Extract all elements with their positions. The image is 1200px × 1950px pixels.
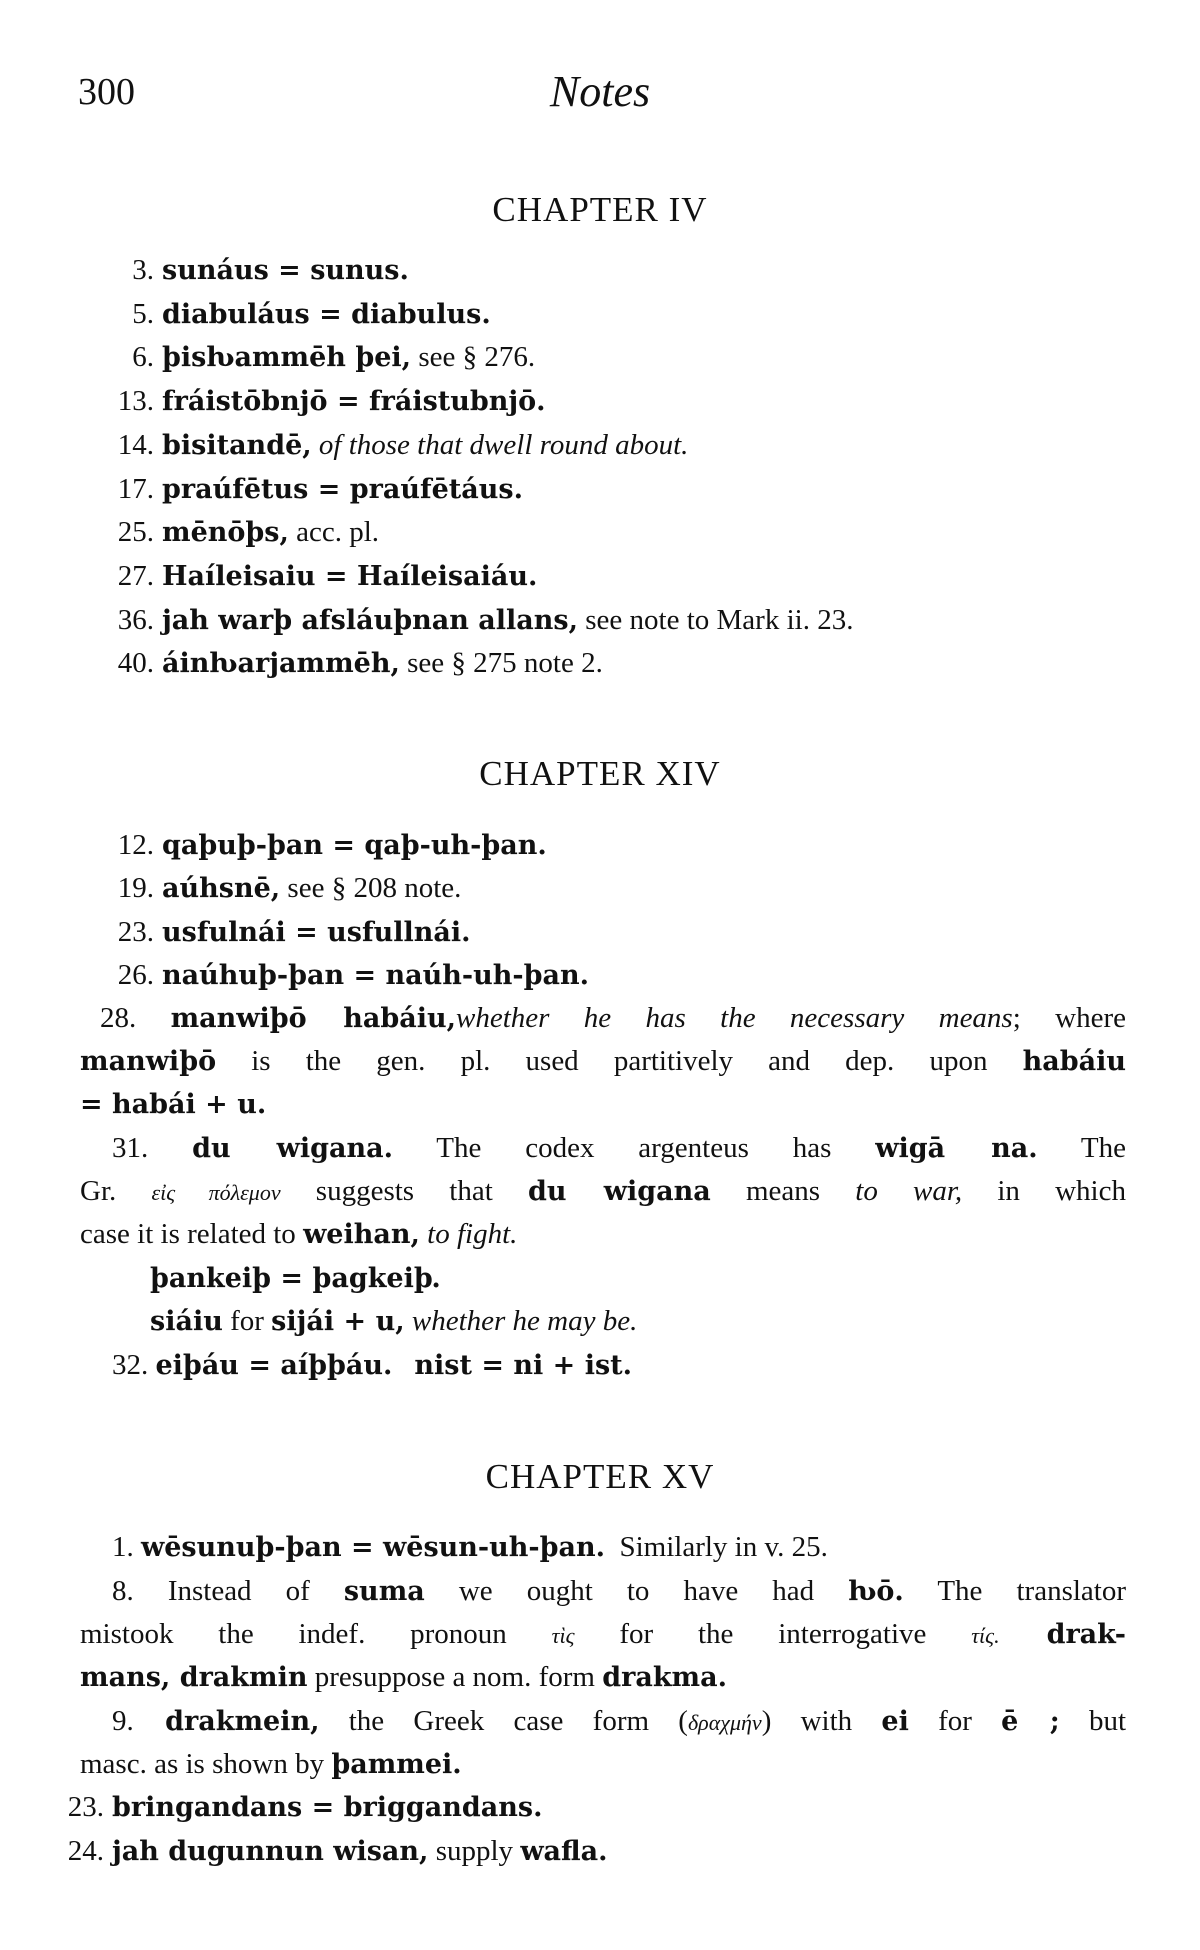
gothic-term: naúhuþ-þan = naúh-uh-þan. — [162, 959, 589, 991]
note-line — [90, 337, 535, 378]
chapter-heading: CHAPTER XIV — [479, 754, 721, 793]
note-text: ; where — [1012, 1002, 1126, 1034]
running-title: Notes — [549, 67, 651, 116]
note-31-line-2 — [80, 1171, 1126, 1213]
note-line — [90, 294, 491, 335]
gothic-term: þankeiþ = þagkeiþ. — [150, 1263, 441, 1294]
note-text: see § 276. — [411, 341, 536, 374]
gothic-term: eiþáu = aíþþáu. — [155, 1350, 393, 1381]
note-line — [90, 469, 523, 510]
gloss: whether he may be. — [404, 1305, 638, 1337]
note-text: supply — [428, 1834, 521, 1867]
note-number: 23. — [117, 915, 154, 948]
note-number: 32. — [112, 1349, 149, 1381]
note-8-line-3 — [80, 1657, 727, 1698]
note-text: The — [1037, 1132, 1127, 1164]
note-number: 1. — [112, 1531, 134, 1563]
note-28-line-3 — [80, 1084, 266, 1125]
gothic-term: manwiþō — [80, 1046, 217, 1077]
gothic-term: drak- — [999, 1619, 1126, 1650]
note-line — [90, 600, 853, 641]
gothic-term: du wigana. — [192, 1133, 393, 1164]
gloss: of those that dwell round about. — [311, 428, 689, 461]
note-28-line-2 — [80, 1041, 1126, 1082]
gothic-term: qaþuþ-þan = qaþ-uh-þan. — [162, 830, 547, 861]
gothic-term: drakmein, — [133, 1706, 320, 1737]
note-text: presuppose a nom. form — [307, 1661, 603, 1693]
gothic-term: wēsunuþ-þan = wēsun-uh-þan. — [141, 1532, 605, 1563]
note-number: 31. — [112, 1132, 149, 1164]
note-number: 6. — [132, 341, 154, 374]
note-31-sub-1 — [150, 1258, 441, 1299]
note-8-line-2 — [80, 1614, 1126, 1656]
gothic-term: drakma. — [602, 1662, 728, 1693]
note-number: 3. — [132, 254, 154, 286]
note-text: in which — [962, 1175, 1126, 1207]
note-line — [90, 556, 537, 597]
greek-term: εἰς πόλεμον — [151, 1180, 281, 1205]
note-line — [40, 1787, 542, 1828]
gothic-term: praúfētus = praúfētáus. — [162, 473, 523, 505]
greek-term: τὶς — [551, 1623, 575, 1648]
note-text: masc. as is shown by — [80, 1748, 332, 1780]
note-text: see § 275 note 2. — [399, 647, 603, 680]
gothic-term: usfulnái = usfullnái. — [162, 916, 471, 948]
gothic-term: habáiu — [1022, 1046, 1126, 1077]
note-number: 14. — [117, 428, 154, 461]
gothic-term: bringandans = briggandans. — [112, 1792, 543, 1823]
note-number: 5. — [132, 297, 154, 330]
note-number: 19. — [117, 872, 154, 905]
note-line — [90, 381, 546, 422]
note-31-line-3 — [80, 1214, 517, 1255]
note-text: see § 208 note. — [280, 872, 462, 905]
gothic-term: þammei. — [331, 1749, 462, 1780]
note-number: 9. — [112, 1705, 134, 1737]
gothic-term: diabuláus = diabulus. — [162, 298, 491, 330]
note-number: 17. — [117, 472, 154, 505]
note-number: 12. — [117, 829, 154, 861]
note-line — [90, 825, 547, 866]
note-31-sub-2 — [150, 1301, 637, 1342]
note-text: The translator — [903, 1575, 1127, 1607]
note-line — [90, 868, 461, 909]
note-number: 13. — [117, 385, 154, 418]
note-number: 40. — [117, 647, 154, 680]
note-text: Similarly in v. 25. — [604, 1531, 828, 1563]
note-text: Instead of — [133, 1575, 344, 1607]
greek-term: τίς. — [971, 1623, 1000, 1648]
gloss: to war, — [855, 1175, 963, 1207]
gothic-term: fráistōbnjō = fráistubnjō. — [162, 386, 546, 418]
note-8-line-1 — [112, 1571, 1126, 1612]
gothic-term: Haíleisaiu = Haíleisaiáu. — [162, 560, 538, 592]
note-9-line-1 — [112, 1701, 1126, 1743]
note-number: 8. — [112, 1575, 134, 1607]
gothic-term: mans, drakmin — [80, 1662, 308, 1693]
note-text: case it is related to — [80, 1218, 304, 1250]
note-28-line-1 — [100, 998, 1126, 1039]
note-text: the Greek case form ( — [319, 1705, 688, 1737]
note-line — [90, 512, 379, 553]
gothic-term: sijái + u, — [271, 1306, 405, 1337]
note-line — [40, 1831, 608, 1872]
note-number: 26. — [117, 958, 154, 991]
gothic-term: jah warþ afsláuþnan allans, — [162, 604, 578, 636]
note-number: 27. — [117, 559, 154, 592]
gothic-term: jah dugunnun wisan, — [112, 1835, 429, 1867]
note-1 — [112, 1527, 828, 1568]
note-number: 28. — [100, 1002, 137, 1034]
gloss: to fight. — [419, 1218, 518, 1250]
gothic-term: suma — [343, 1576, 425, 1607]
note-9-line-2 — [80, 1744, 462, 1785]
gothic-term: ei — [881, 1706, 909, 1737]
note-text: for the interrogative — [574, 1618, 972, 1650]
gothic-term: wafla. — [520, 1835, 608, 1867]
gothic-term: wigā na. — [875, 1133, 1038, 1164]
gothic-term: nist = ni + ist. — [414, 1350, 633, 1381]
note-number: 25. — [117, 516, 154, 549]
note-text: for — [222, 1305, 272, 1337]
gothic-term: áinƕarjammēh, — [162, 648, 400, 680]
gothic-term: manwiþō habáiu, — [170, 1003, 456, 1034]
gothic-term: siáiu — [150, 1306, 223, 1337]
note-text: for — [908, 1705, 1002, 1737]
gothic-term: = habái + u. — [80, 1089, 267, 1120]
note-line — [90, 643, 603, 684]
note-text: but — [1059, 1705, 1127, 1737]
note-31-line-1 — [112, 1128, 1126, 1169]
note-text: acc. pl. — [288, 516, 380, 549]
note-text: is the gen. pl. used partitively and dep. upon — [216, 1045, 1023, 1077]
note-32 — [112, 1345, 632, 1386]
note-text: means — [710, 1175, 856, 1207]
gothic-term: þisƕammēh þei, — [162, 342, 412, 374]
chapter-heading: CHAPTER XV — [485, 1457, 715, 1496]
note-text: suggests that — [280, 1175, 528, 1207]
page-number: 300 — [78, 71, 135, 113]
note-text: see note to Mark ii. 23. — [578, 603, 854, 636]
gothic-term: sunáus = sunus. — [162, 255, 409, 286]
gloss: whether he has the necessary means — [455, 1002, 1013, 1034]
gothic-term: ē ; — [1001, 1706, 1060, 1737]
note-text: mistook the indef. pronoun — [80, 1618, 552, 1650]
note-line — [90, 425, 688, 466]
gothic-term: ƕō. — [848, 1576, 904, 1607]
gothic-term: mēnōþs, — [162, 517, 289, 549]
note-text: Gr. — [80, 1175, 152, 1207]
greek-term: δραχμήν — [687, 1710, 762, 1735]
gothic-term: du wigana — [527, 1176, 711, 1207]
gothic-term: bisitandē, — [162, 429, 312, 461]
note-text: The codex argenteus has — [392, 1132, 876, 1164]
gothic-term: aúhsnē, — [162, 873, 281, 905]
note-text: we ought to have had — [424, 1575, 849, 1607]
note-line — [90, 955, 589, 996]
note-text: ) with — [761, 1705, 882, 1737]
note-line — [90, 912, 471, 953]
gothic-term: weihan, — [303, 1219, 420, 1250]
note-number: 23. — [67, 1791, 104, 1823]
note-line — [90, 250, 409, 291]
note-number: 24. — [67, 1834, 104, 1867]
chapter-heading: CHAPTER IV — [492, 190, 708, 229]
note-number: 36. — [117, 603, 154, 636]
